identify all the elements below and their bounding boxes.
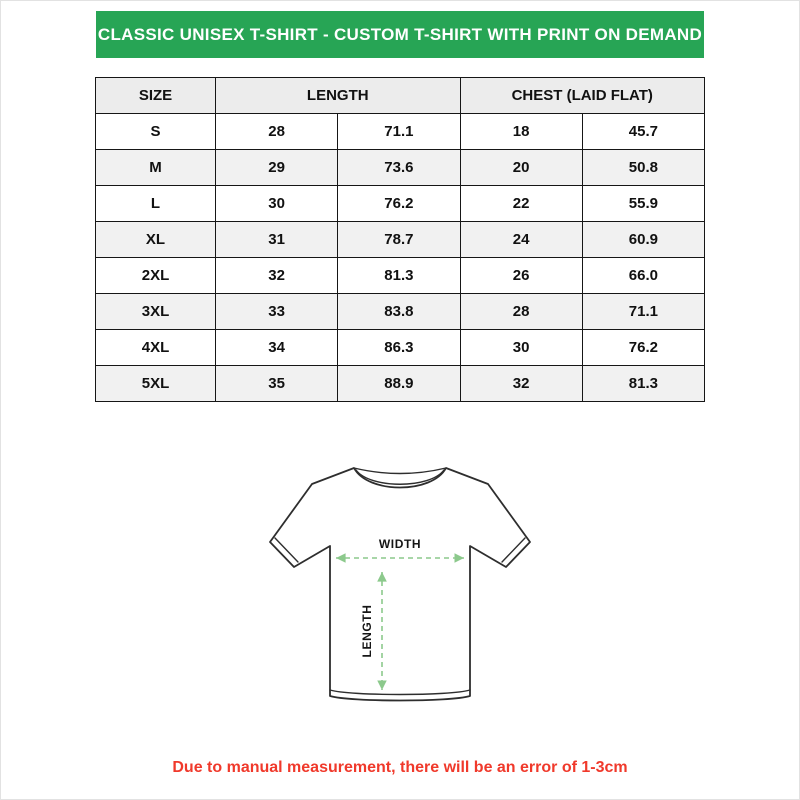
size-chart-table — [95, 77, 705, 402]
table-row — [96, 150, 705, 186]
table-header-row — [96, 78, 705, 114]
length-label: LENGTH — [360, 604, 374, 658]
length-cm-cell: 78.7 — [338, 222, 460, 258]
length-cm-cell: 76.2 — [338, 186, 460, 222]
size-cell: M — [96, 150, 216, 186]
title-banner — [96, 11, 704, 58]
table-row — [96, 366, 705, 402]
table-row — [96, 330, 705, 366]
chest-in-cell: 28 — [460, 294, 582, 330]
length-in-cell: 29 — [216, 150, 338, 186]
chest-in-cell: 24 — [460, 222, 582, 258]
size-cell: L — [96, 186, 216, 222]
length-in-cell: 33 — [216, 294, 338, 330]
measurement-error-note: Due to manual measurement, there will be an error of 1-3cm — [172, 759, 628, 776]
tshirt-outline-illustration — [250, 446, 550, 746]
length-cm-cell: 88.9 — [338, 366, 460, 402]
chest-in-cell: 22 — [460, 186, 582, 222]
table-row — [96, 114, 705, 150]
table-row — [96, 258, 705, 294]
length-cm-cell: 86.3 — [338, 330, 460, 366]
chest-cm-cell: 55.9 — [582, 186, 704, 222]
chest-in-cell: 32 — [460, 366, 582, 402]
length-in-cell: 35 — [216, 366, 338, 402]
table-row — [96, 186, 705, 222]
length-in-cell: 28 — [216, 114, 338, 150]
chest-cm-cell: 71.1 — [582, 294, 704, 330]
table-row — [96, 294, 705, 330]
chest-in-cell: 26 — [460, 258, 582, 294]
size-cell: XL — [96, 222, 216, 258]
length-cm-cell: 71.1 — [338, 114, 460, 150]
length-cm-cell: 83.8 — [338, 294, 460, 330]
chest-in-cell: 30 — [460, 330, 582, 366]
size-cell: 3XL — [96, 294, 216, 330]
chest-cm-cell: 45.7 — [582, 114, 704, 150]
length-in-cell: 30 — [216, 186, 338, 222]
measurement-diagram — [1, 446, 799, 746]
header-size: SIZE — [96, 78, 216, 114]
page-title: CLASSIC UNISEX T-SHIRT - CUSTOM T-SHIRT WITH PRINT ON DEMAND — [97, 24, 703, 44]
length-in-cell: 32 — [216, 258, 338, 294]
length-in-cell: 34 — [216, 330, 338, 366]
header-length: LENGTH — [216, 78, 461, 114]
size-cell: 5XL — [96, 366, 216, 402]
chest-cm-cell: 76.2 — [582, 330, 704, 366]
chest-in-cell: 20 — [460, 150, 582, 186]
size-cell: 2XL — [96, 258, 216, 294]
size-cell: S — [96, 114, 216, 150]
size-cell: 4XL — [96, 330, 216, 366]
chest-cm-cell: 81.3 — [582, 366, 704, 402]
chest-cm-cell: 50.8 — [582, 150, 704, 186]
chest-in-cell: 18 — [460, 114, 582, 150]
chest-cm-cell: 60.9 — [582, 222, 704, 258]
collar-back-line — [354, 468, 446, 474]
width-label: WIDTH — [378, 537, 422, 551]
length-cm-cell: 81.3 — [338, 258, 460, 294]
length-cm-cell: 73.6 — [338, 150, 460, 186]
chest-cm-cell: 66.0 — [582, 258, 704, 294]
tshirt-body-shape — [270, 468, 530, 701]
length-in-cell: 31 — [216, 222, 338, 258]
table-row — [96, 222, 705, 258]
header-chest: CHEST (LAID FLAT) — [460, 78, 705, 114]
